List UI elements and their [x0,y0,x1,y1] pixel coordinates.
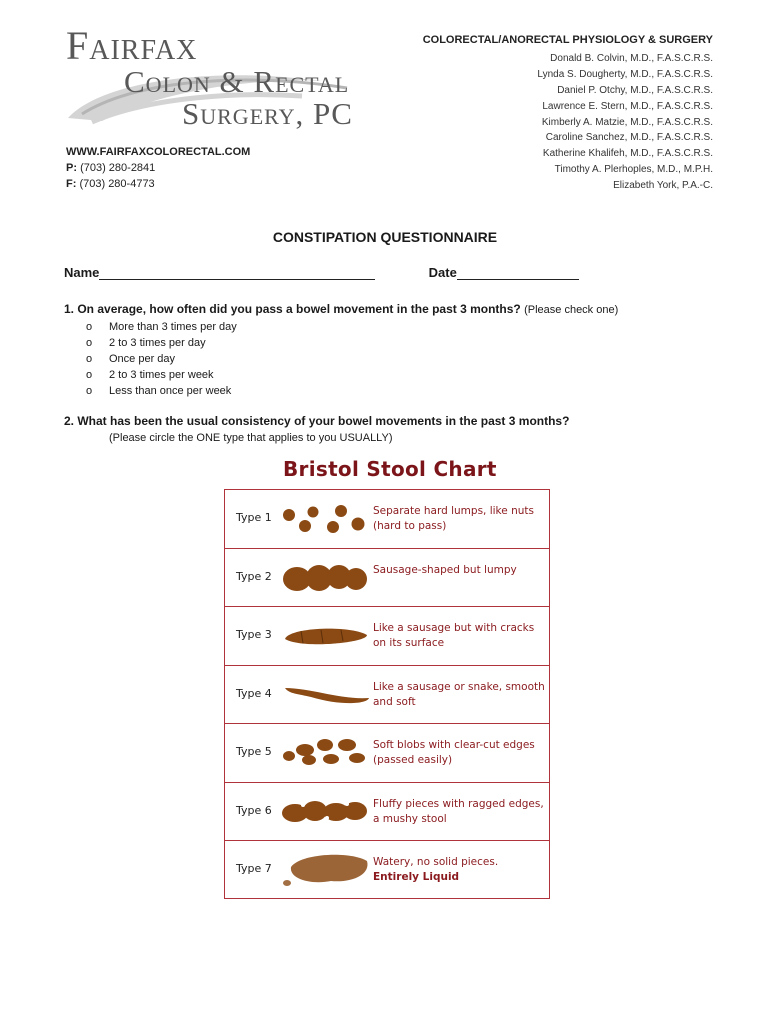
option-label: 2 to 3 times per day [109,337,206,349]
stool-type-row[interactable] [225,724,549,783]
option-label: 2 to 3 times per week [109,369,214,381]
bristol-chart-title: Bristol Stool Chart [283,457,497,481]
phone-number: (703) 280-2841 [80,162,156,174]
checkbox-bullet[interactable]: o [86,385,93,397]
stool-type-row[interactable] [225,490,549,549]
name-label: Name [64,265,100,280]
logo-text-line1: Fairfax [66,23,198,68]
option-item[interactable] [86,351,237,367]
provider-list [423,33,713,194]
stool-type-description-bold: Entirely Liquid [373,871,460,883]
checkbox-bullet[interactable]: o [86,337,93,349]
question-1-note: (Please check one) [524,304,619,316]
stool-type-1-illustration [281,494,371,544]
stool-type-3-illustration [281,611,371,661]
fax-number: (703) 280-4773 [79,178,155,190]
question-1 [64,302,618,316]
stool-type-label: Type 2 [236,569,272,583]
stool-type-description: Like a sausage but with cracks on its surface [373,622,535,649]
practice-heading: COLORECTAL/ANORECTAL PHYSIOLOGY & SURGERY [422,34,713,46]
date-field[interactable] [457,264,579,280]
question-1-options [86,319,237,399]
stool-type-row[interactable] [225,783,549,842]
option-item[interactable] [86,383,237,399]
logo-text-line3: Surgery, PC [182,96,353,131]
stool-type-label: Type 1 [236,511,272,524]
option-label: Once per day [109,353,176,365]
stool-type-description: Fluffy pieces with ragged edges, a mushy stool [373,797,544,825]
provider-name: Daniel P. Otchy, M.D., F.A.S.C.R.S. [557,84,713,96]
option-item[interactable] [86,319,237,335]
logo-text-line2: Colon & Rectal [124,64,350,99]
stool-type-6-illustration [281,787,371,837]
option-item[interactable] [86,367,237,383]
provider-name: Kimberly A. Matzie, M.D., F.A.S.C.R.S. [541,116,713,128]
phone-label: P: [66,162,77,174]
provider-name: Katherine Khalifeh, M.D., F.A.S.C.R.S. [542,148,713,160]
stool-type-7-illustration [281,845,371,895]
provider-name: Lynda S. Dougherty, M.D., F.A.S.C.R.S. [537,68,713,80]
stool-type-5-illustration [281,728,371,778]
provider-name: Timothy A. Plerhoples, M.D., M.P.H. [554,164,713,176]
date-label: Date [428,265,457,280]
stool-type-row[interactable] [225,666,549,725]
stool-type-description: Sausage-shaped but lumpy [373,563,517,576]
stool-type-label: Type 4 [236,686,272,700]
checkbox-bullet[interactable]: o [86,353,93,365]
stool-type-row[interactable] [225,607,549,666]
option-label: More than 3 times per day [109,321,237,333]
provider-name: Lawrence E. Stern, M.D., F.A.S.C.R.S. [542,100,713,112]
provider-name: Elizabeth York, P.A.-C. [613,180,713,192]
fax-label: F: [66,178,77,190]
provider-name: Donald B. Colvin, M.D., F.A.S.C.R.S. [550,52,713,64]
question-2 [64,414,569,428]
stool-type-row[interactable] [225,841,549,900]
stool-type-description [373,855,549,885]
name-field[interactable] [99,264,375,280]
stool-type-4-illustration [281,670,371,720]
stool-type-label: Type 7 [236,862,272,875]
stool-type-description: Separate hard lumps, like nuts (hard to pass) [373,505,534,532]
bristol-stool-chart [224,489,550,899]
phone-line [66,160,250,176]
checkbox-bullet[interactable]: o [86,321,93,333]
option-label: Less than once per week [109,385,232,397]
checkbox-bullet[interactable]: o [86,369,93,381]
question-2-note: (Please circle the ONE type that applies to you USUALLY) [109,432,393,444]
stool-type-description: Like a sausage or snake, smooth and soft [373,680,545,708]
question-2-text: 2. What has been the usual consistency of your bowel movements in the past 3 months? [64,414,570,428]
fax-line [66,176,250,192]
stool-type-label: Type 3 [236,628,272,641]
stool-type-description: Soft blobs with clear-cut edges (passed easily) [373,739,535,766]
contact-block [66,144,250,192]
stool-type-description-text: Watery, no solid pieces. [373,856,499,868]
provider-name: Caroline Sanchez, M.D., F.A.S.C.R.S. [545,132,713,144]
question-1-text: 1. On average, how often did you pass a bowel movement in the past 3 months? [64,302,521,316]
stool-type-2-illustration [281,553,371,603]
name-date-fields [64,264,579,280]
website-link[interactable]: WWW.FAIRFAXCOLORECTAL.COM [66,146,251,158]
stool-type-label: Type 5 [236,745,272,758]
stool-type-label: Type 6 [236,803,272,817]
option-item[interactable] [86,335,237,351]
form-title: CONSTIPATION QUESTIONNAIRE [272,229,498,245]
stool-type-row[interactable] [225,549,549,608]
practice-logo [62,23,362,136]
